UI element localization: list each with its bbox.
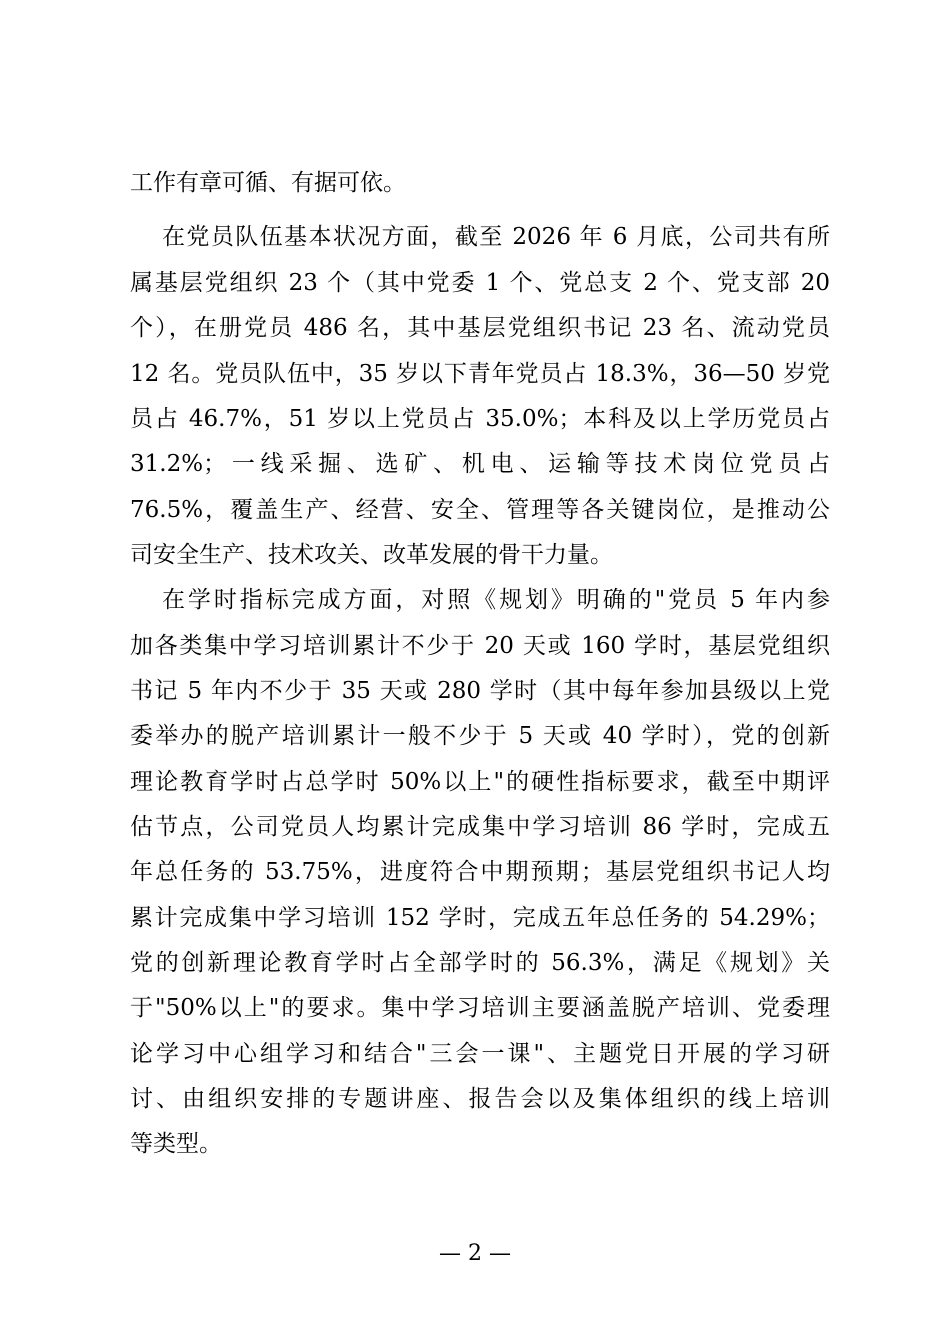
page-number: — 2 — — [439, 1241, 511, 1266]
text-line: 累计完成集中学习培训 152 学时，完成五年总任务的 54.29%； — [130, 905, 830, 931]
text-line: 工作有章可循、有据可依。 — [130, 170, 406, 196]
text-line: 司安全生产、技术攻关、改革发展的骨干力量。 — [130, 542, 613, 568]
text-line: 31.2%；一线采掘、选矿、机电、运输等技术岗位党员占 — [130, 451, 830, 477]
text-line: 属基层党组织 23 个（其中党委 1 个、党总支 2 个、党支部 20 — [130, 270, 830, 296]
text-line: 个），在册党员 486 名，其中基层党组织书记 23 名、流动党员 — [130, 315, 830, 341]
text-line: 讨、由组织安排的专题讲座、报告会以及集体组织的线上培训 — [130, 1086, 830, 1112]
text-line: 在学时指标完成方面，对照《规划》明确的"党员 5 年内参 — [162, 587, 830, 613]
text-line: 加各类集中学习培训累计不少于 20 天或 160 学时，基层党组织 — [130, 633, 830, 659]
text-line: 年总任务的 53.75%，进度符合中期预期；基层党组织书记人均 — [130, 859, 830, 885]
text-line: 76.5%，覆盖生产、经营、安全、管理等各关键岗位，是推动公 — [130, 497, 830, 523]
text-line: 委举办的脱产培训累计一般不少于 5 天或 40 学时），党的创新 — [130, 723, 830, 749]
text-line: 论学习中心组学习和结合"三会一课"、主题党日开展的学习研 — [130, 1041, 830, 1067]
text-line: 在党员队伍基本状况方面，截至 2026 年 6 月底，公司共有所 — [162, 224, 830, 250]
text-line: 理论教育学时占总学时 50%以上"的硬性指标要求，截至中期评 — [130, 769, 830, 795]
text-line: 于"50%以上"的要求。集中学习培训主要涵盖脱产培训、党委理 — [130, 995, 830, 1021]
text-line: 等类型。 — [130, 1131, 222, 1157]
text-line: 12 名。党员队伍中，35 岁以下青年党员占 18.3%，36—50 岁党 — [130, 361, 830, 387]
text-line: 党的创新理论教育学时占全部学时的 56.3%，满足《规划》关 — [130, 950, 830, 976]
text-line: 员占 46.7%，51 岁以上党员占 35.0%；本科及以上学历党员占 — [130, 406, 830, 432]
text-line: 书记 5 年内不少于 35 天或 280 学时（其中每年参加县级以上党 — [130, 678, 830, 704]
text-line: 估节点，公司党员人均累计完成集中学习培训 86 学时，完成五 — [130, 814, 830, 840]
